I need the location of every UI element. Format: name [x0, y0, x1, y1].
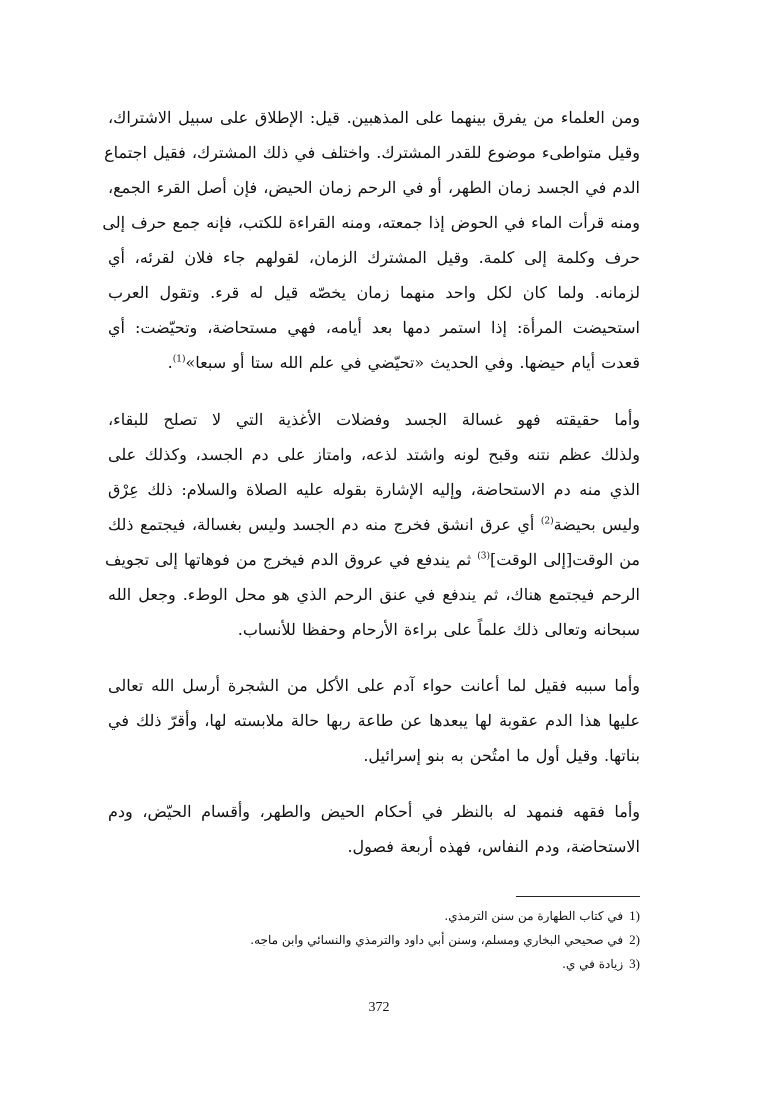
text-fragment: ثم يندفع في عروق الدم فيخرج من فوهاتها إلى تجويف — [104, 550, 478, 569]
footnote-marker[interactable]: (2) — [540, 516, 554, 527]
page-number: 372 — [368, 1000, 390, 1015]
text-line: ومنه قرأت الماء في الحوض إذا جمعته، ومنه القراءة للكتب، فإنه جمع حرف إلى — [102, 213, 640, 232]
footnote-divider — [516, 896, 640, 897]
paragraph-reality — [104, 402, 640, 647]
text-fragment: أي عرق انشق فخرج منه دم الجسد وليس بغسالة، فيجتمع ذلك — [108, 515, 541, 534]
text-fragment: وليس بحيضة — [553, 515, 640, 534]
paragraph-jurisprudence — [108, 794, 640, 864]
text-line: بناتها. وقيل أول ما امتُحن به بنو إسرائيل. — [363, 746, 640, 765]
text-line — [108, 507, 640, 542]
text-line: استحيضت المرأة: إذا استمر دمها بعد أيامه، فهي مستحاضة، وتحيّضت: أي — [108, 318, 640, 337]
footnote-number: 2) — [629, 932, 640, 947]
text-line: الذي منه دم الاستحاضة، وإليه الإشارة بقوله عليه الصلاة والسلام: ذلك عِرْق — [108, 480, 640, 499]
text-line: وأما حقيقته فهو غسالة الجسد وفضلات الأغذية التي لا تصلح للبقاء، — [108, 410, 640, 429]
text-fragment: . — [167, 353, 173, 372]
text-line: وقيل متواطىء موضوع للقدر المشترك. واختلف في ذلك المشترك، فقيل اجتماع — [104, 143, 640, 162]
footnote-number: 1) — [629, 908, 640, 923]
footnote-item — [108, 928, 640, 952]
text-line: الرحم فيجتمع هناك، ثم يندفع في عنق الرحم الذي هو محل الوطء. وجعل الله — [108, 585, 640, 604]
footnote-text: في صحيحي البخاري ومسلم، وسنن أبي داود والترمذي والنسائي وابن ماجه. — [250, 933, 624, 947]
text-line: حرف وكلمة إلى كلمة. وقيل المشترك الزمان، لقولهم جاء فلان لقرئه، أي — [108, 248, 640, 267]
book-page — [102, 100, 641, 1060]
footnote-marker[interactable]: (3) — [477, 551, 491, 562]
footnote-text: في كتاب الطهارة من سنن الترمذي. — [444, 909, 624, 923]
paragraph-definition — [102, 100, 640, 380]
text-line: ومن العلماء من يفرق بينهما على المذهبين. قيل: الإطلاق على سبيل الاشتراك، — [108, 108, 640, 127]
text-line: وأما فقهه فنمهد له بالنظر في أحكام الحيض والطهر، وأقسام الحيّض، ودم — [108, 802, 641, 821]
footnote-number: 3) — [629, 956, 640, 971]
paragraph-cause — [108, 668, 640, 773]
text-line: الاستحاضة، ودم النفاس، فهذه أربعة فصول. — [347, 837, 640, 856]
footnote-item — [108, 904, 640, 928]
footnote-marker[interactable]: (1) — [172, 354, 186, 365]
text-fragment: قعدت أيام حيضها. وفي الحديث «تحيّضي في علم الله ستا أو سبعا» — [185, 353, 640, 372]
text-line: الدم في الجسد زمان الطهر، أو في الرحم زمان الحيض، فإن أصل القرء الجمع، — [108, 178, 640, 197]
text-line — [108, 345, 640, 380]
text-line: ولذلك عظم نتنه وقبح لونه واشتد لذعه، وامتاز على دم الجسد، وكذلك على — [108, 445, 640, 464]
text-line: سبحانه وتعالى ذلك علماً على براءة الأرحام وحفظا للأنساب. — [237, 620, 640, 639]
footnote-text: زيادة في ي. — [562, 957, 624, 971]
text-line: لزمانه. ولما كان لكل واحد منهما زمان يخصّه قيل له قرء. وتقول العرب — [108, 283, 640, 302]
text-line: وأما سببه فقيل لما أعانت حواء آدم على الأكل من الشجرة أرسل الله تعالى — [108, 676, 640, 695]
text-line: عليها هذا الدم عقوبة لها يبعدها عن طاعة ربها حالة ملابسته لها، وأقرّ ذلك في — [108, 711, 640, 730]
footnotes-section — [108, 904, 640, 976]
text-fragment: من الوقت[إلى الوقت] — [490, 550, 640, 569]
footnote-item — [108, 952, 640, 976]
text-line — [104, 542, 640, 577]
